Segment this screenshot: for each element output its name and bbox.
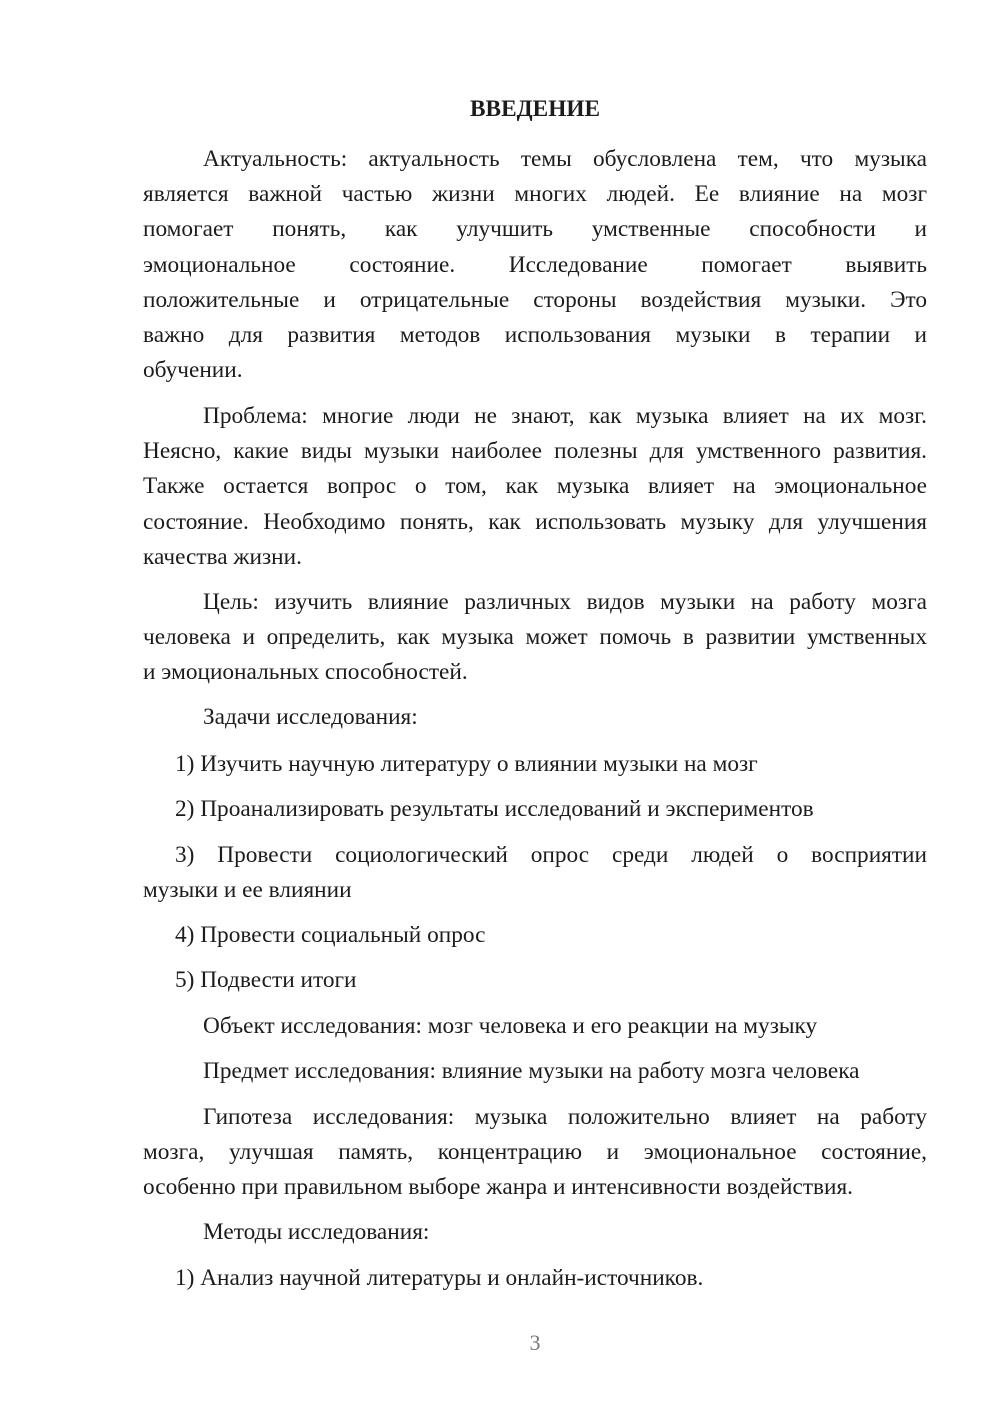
page-number: 3 bbox=[529, 1330, 541, 1355]
text-line: 5) Подвести итоги bbox=[175, 967, 357, 993]
task-item bbox=[143, 918, 927, 953]
text-line: Также остается вопрос о том, как музыка влияет на эмоциональное bbox=[143, 473, 927, 500]
text-line: Цель: изучить влияние различных видов музыки на работу мозга bbox=[203, 589, 927, 615]
text-line: положительные и отрицательные стороны воздействия музыки. Это bbox=[143, 286, 927, 313]
text-line: Актуальность: актуальность темы обусловлена тем, что музыка bbox=[203, 146, 927, 172]
paragraph-relevance bbox=[143, 142, 927, 388]
task-item bbox=[143, 747, 927, 782]
text-line: помогает понять, как улучшить умственные способности и bbox=[143, 216, 927, 243]
text-line: 4) Провести социальный опрос bbox=[175, 922, 486, 948]
text-line: Методы исследования: bbox=[203, 1219, 430, 1245]
task-item bbox=[143, 963, 927, 998]
paragraph-goal bbox=[143, 585, 927, 691]
task-item bbox=[143, 792, 927, 827]
paragraph-problem bbox=[143, 399, 927, 575]
method-item bbox=[143, 1261, 927, 1296]
text-line: эмоциональное состояние. Исследование помогает выявить bbox=[143, 251, 927, 278]
methods-heading bbox=[143, 1215, 927, 1250]
paragraph-hypothesis bbox=[143, 1100, 927, 1206]
text-line: музыки и ее влиянии bbox=[143, 877, 352, 904]
text-line: 1) Изучить научную литературу о влиянии музыки на мозг bbox=[175, 751, 758, 777]
text-line: Задачи исследования: bbox=[203, 704, 418, 730]
text-line: мозга, улучшая память, концентрацию и эмоциональное состояние, bbox=[143, 1139, 927, 1166]
page-title: ВВЕДЕНИЕ bbox=[470, 96, 600, 122]
text-line: состояние. Необходимо понять, как использовать музыку для улучшения bbox=[143, 508, 927, 535]
text-line: качества жизни. bbox=[143, 543, 302, 570]
text-line: и эмоциональных способностей. bbox=[143, 659, 468, 686]
paragraph-object bbox=[143, 1009, 927, 1044]
text-line: 1) Анализ научной литературы и онлайн-источников. bbox=[175, 1265, 704, 1291]
text-line: 3) Провести социологический опрос среди людей о восприятии bbox=[175, 842, 927, 868]
text-line: Неясно, какие виды музыки наиболее полезны для умственного развития. bbox=[143, 438, 927, 465]
text-line: 2) Проанализировать результаты исследований и экспериментов bbox=[175, 796, 814, 822]
text-line: особенно при правильном выборе жанра и интенсивности воздействия. bbox=[143, 1174, 854, 1201]
text-line: важно для развития методов использования музыки в терапии и bbox=[143, 322, 927, 349]
text-line: является важной частью жизни многих людей. Ее влияние на мозг bbox=[143, 181, 927, 208]
text-line: Проблема: многие люди не знают, как музыка влияет на их мозг. bbox=[203, 403, 927, 429]
text-line: обучении. bbox=[143, 357, 243, 384]
text-line: Объект исследования: мозг человека и его реакции на музыку bbox=[203, 1013, 818, 1039]
text-line: Гипотеза исследования: музыка положительно влияет на работу bbox=[203, 1104, 927, 1130]
paragraph-subject bbox=[143, 1054, 927, 1089]
text-line: Предмет исследования: влияние музыки на работу мозга человека bbox=[203, 1058, 860, 1084]
tasks-heading bbox=[143, 700, 927, 735]
text-line: человека и определить, как музыка может помочь в развитии умственных bbox=[143, 624, 927, 651]
task-item bbox=[143, 838, 927, 908]
